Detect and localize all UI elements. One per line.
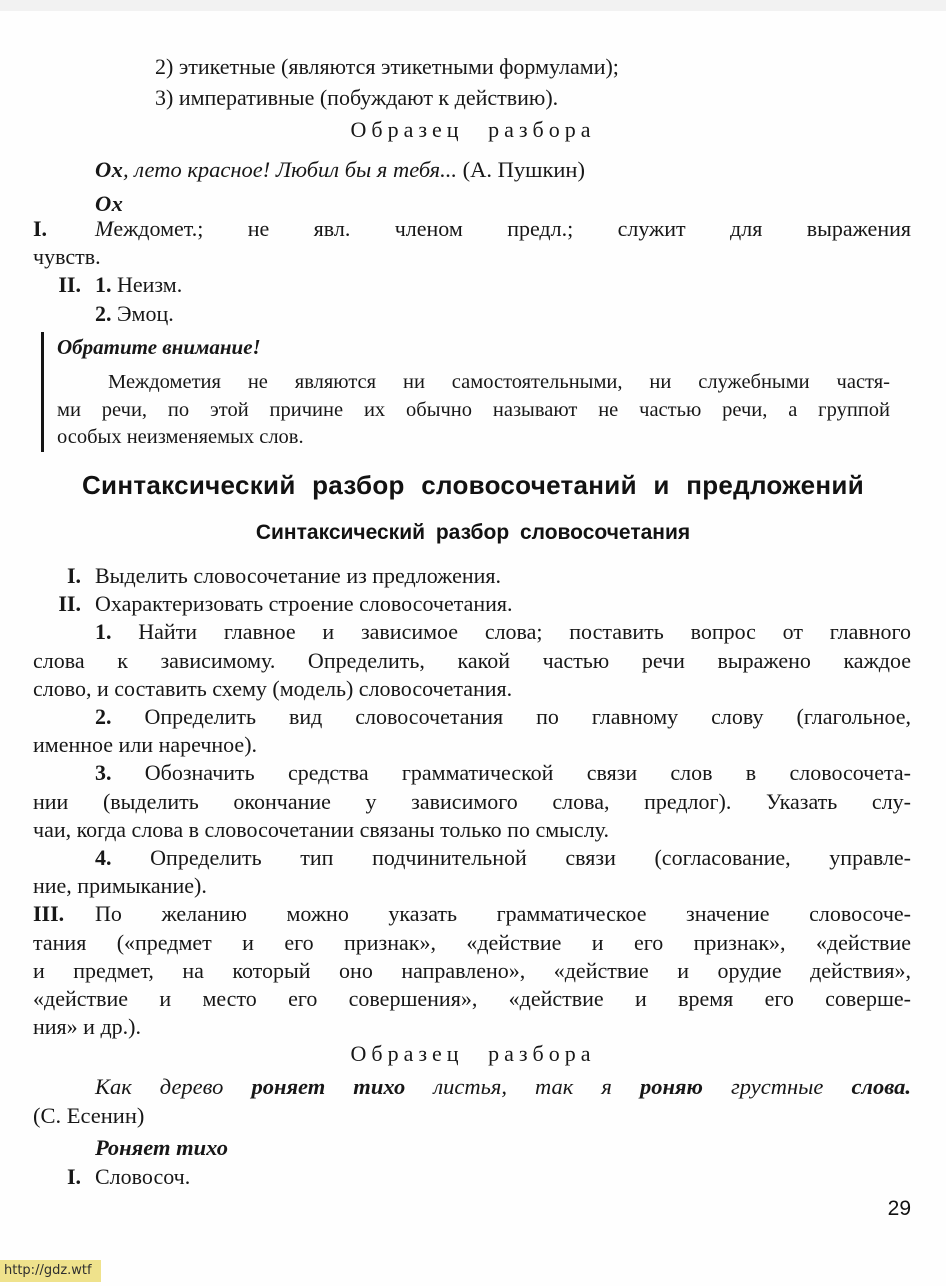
pushkin-parsed-word: Ох [95,191,123,216]
esenin-parsed-phrase: Роняет тихо [95,1135,229,1160]
pushkin-analysis-text: I. Междомет.; не явл. членом предл.; служит для выражения чувств. II. 1. Неизм. 2. Эмоц. [33,216,911,326]
attention-note-body: Междометия не являются ни самостоятельными, ни служебными частя- ми речи, по этой причине их обычно называют не частью речи, а группой особых неизменяемых слов. [57,371,890,448]
esenin-example-quote: Как дерево роняет тихо листья, так я роняю грустные слова. (С. Есенин) [33,1074,911,1128]
pushkin-example-quote: Ох, лето красное! Любил бы я тебя... (А. Пушкин) [95,157,585,182]
sample-analysis-heading-2: Образец разбора [350,1041,596,1066]
interjection-types-list: 2) этикетные (являются этикетными формулами); 3) императивные (побуждают к действию). [155,54,619,110]
subsection-heading: Синтаксический разбор словосочетания [255,521,691,544]
sample-analysis-heading-1: Образец разбора [350,117,596,142]
attention-note-title: Обратите внимание! [57,335,261,359]
page-number: 29 [887,1197,911,1220]
scan-edge-shadow [0,0,946,11]
section-heading: Синтаксический разбор словосочетаний и предложений [81,470,864,500]
esenin-analysis-text: I. Словосоч. [66,1164,191,1189]
parsing-algorithm-text: I. Выделить словосочетание из предложения. II. Охарактеризовать строение словосочетания. 1. Найти главное и зависимое слова; поставить вопрос от главного слова к зависимому. Определить, какой частью речи выражено каждое слово, и составить схему (модель) словосочетания. 2. Определить вид словосочетания по главному слову (глагольное, именное или наречное). 3. Обозначить средства грамматической связи слов в словосочета- нии (выделить окончание у зависимого слова, предлог). Указать слу- чаи, когда слова в словосочетании связаны только по смыслу. 4. Определить тип подчинительной связи (согласование, управле- ние, примыкание). III. По желанию можно указать грамматическое значение словосоче- тания («предмет и его признак», «действие и его признак», «действие и предмет, на который оно направлено», «действие и орудие действия», «действие и место его совершения», «действие и время его соверше- ния» и др.). [33,563,912,1040]
attention-note [41,332,890,452]
watermark-url: http://gdz.wtf [0,1260,101,1282]
